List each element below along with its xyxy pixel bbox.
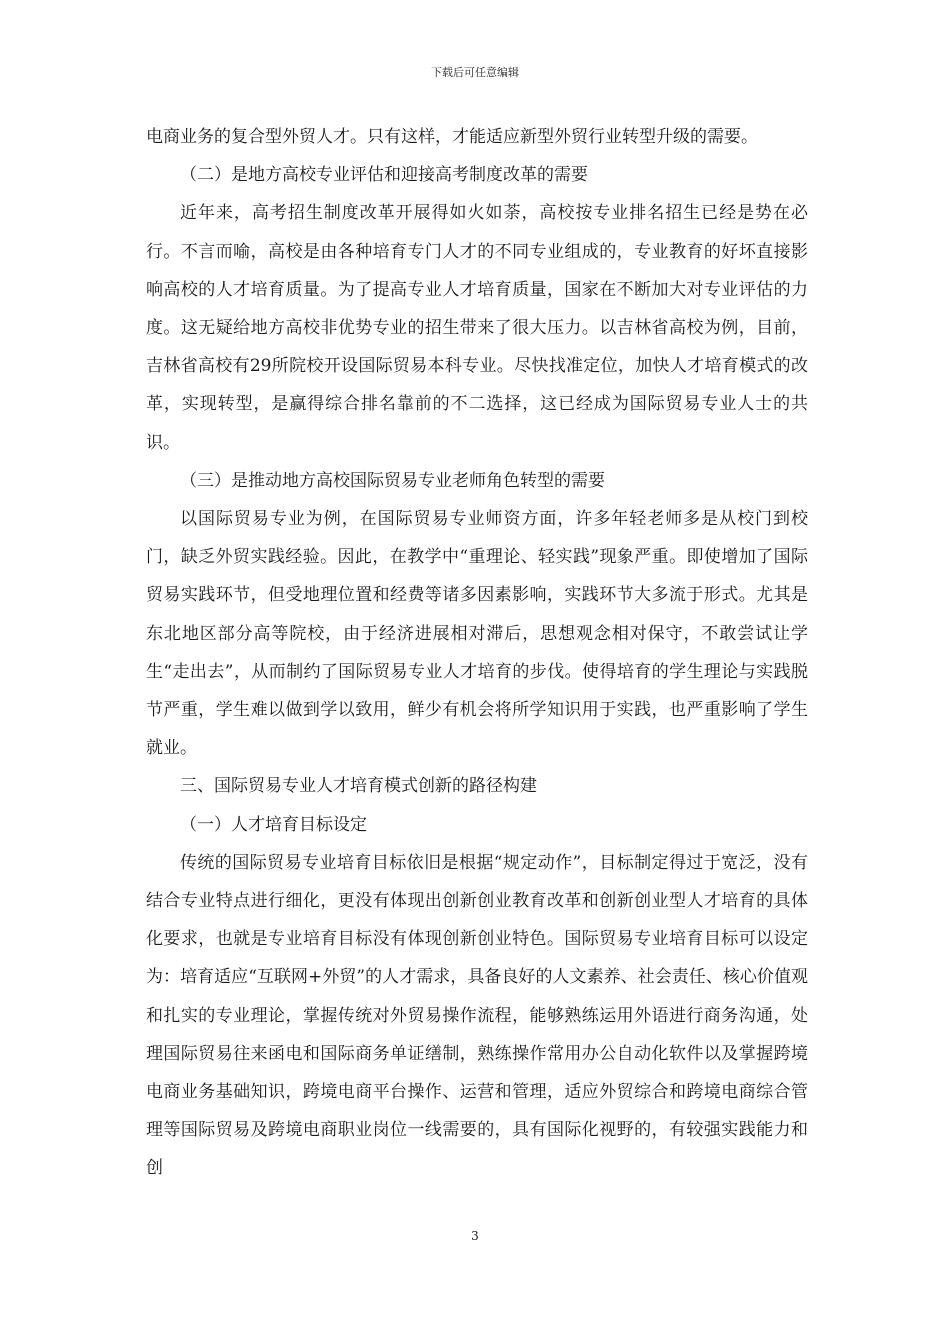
paragraph-teachers: 以国际贸易专业为例，在国际贸易专业师资方面，许多年轻老师多是从校门到校门，缺乏外贸实践经验。因此，在教学中“重理论、轻实践”现象严重。即使增加了国际贸易实践环节，但受地理位置和经费等诸多因素影响，实践环节大多流于形式。尤其是东北地区部分高等院校，由于经济进展相对滞后，思想观念相对保守，不敢尝试让学生“走出去”，从而制约了国际贸易专业人才培育的步伐。使得培育的学生理论与实践脱节严重，学生难以做到学以致用，鲜少有机会将所学知识用于实践，也严重影响了学生就业。	[146, 509, 808, 759]
paragraph-reform: 近年来，高考招生制度改革开展得如火如荼，高校按专业排名招生已经是势在必行。不言而喻，高校是由各种培育专门人才的不同专业组成的，专业教育的好坏直接影响高校的人才培育质量。为了提高专业人才培育质量，国家在不断加大对专业评估的力度。这无疑给地方高校非优势专业的招生带来了很大压力。以吉林省高校为例，目前，吉林省高校有29所院校开设国际贸易本科专业。尽快找准定位，加快人才培育模式的改革，实现转型，是赢得综合排名靠前的不二选择，这已经成为国际贸易专业人士的共识。	[146, 203, 808, 453]
paragraph-goals: 传统的国际贸易专业培育目标依旧是根据“规定动作”，目标制定得过于宽泛，没有结合专业特点进行细化，更没有体现出创新创业教育改革和创新创业型人才培育的具体化要求，也就是专业培育目标没有体现创新创业特色。国际贸易专业培育目标可以设定为：培育适应“互联网+外贸”的人才需求，具备良好的人文素养、社会责任、核心价值观和扎实的专业理论，掌握传统对外贸易操作流程，能够熟练运用外语进行商务沟通，处理国际贸易往来函电和国际商务单证缮制，熟练操作常用办公自动化软件以及掌握跨境电商业务基础知识，跨境电商平台操作、运营和管理，适应外贸综合和跨境电商综合管理等国际贸易及跨境电商职业岗位一线需要的，具有国际化视野的，有较强实践能力和创	[146, 852, 808, 1179]
chapter-heading-3: 三、国际贸易专业人才培育模式创新的路径构建	[180, 776, 537, 797]
section-heading-3-1: （一）人才培育目标设定	[180, 814, 367, 835]
document-body	[146, 118, 808, 1188]
section-heading-3: （三）是推动地方高校国际贸易专业老师角色转型的需要	[180, 470, 605, 491]
section-heading-2: （二）是地方高校专业评估和迎接高考制度改革的需要	[180, 165, 588, 186]
paragraph-continuation: 电商业务的复合型外贸人才。只有这样，才能适应新型外贸行业转型升级的需要。	[146, 127, 758, 147]
page-number: 3	[471, 1229, 479, 1243]
page-header: 下载后可任意编辑	[431, 66, 519, 79]
